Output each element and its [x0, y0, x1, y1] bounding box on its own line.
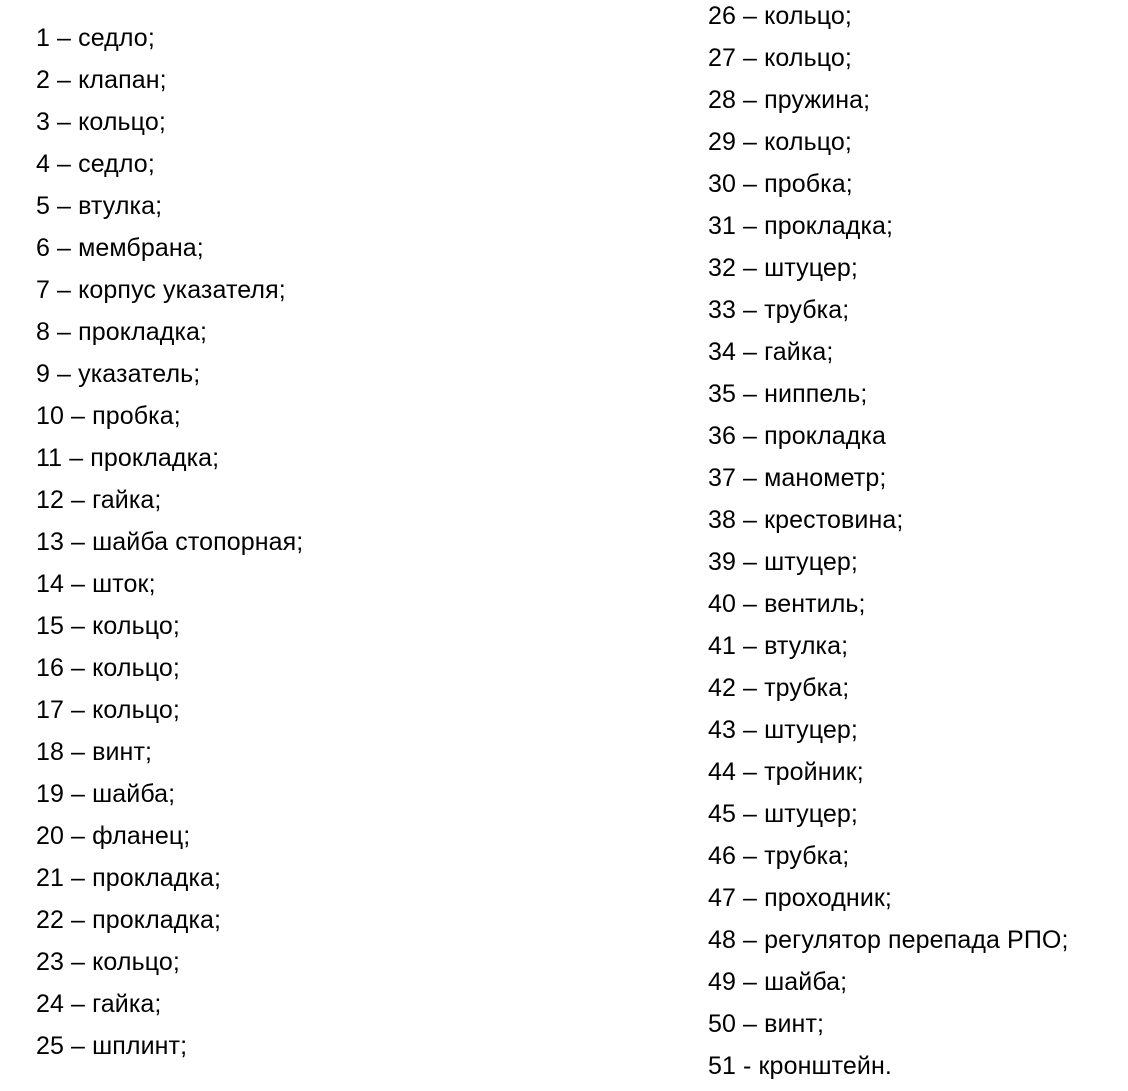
legend-item: 22 – прокладка; — [36, 906, 222, 934]
legend-item: 50 – винт; — [708, 1010, 825, 1038]
legend-item: 42 – трубка; — [708, 674, 850, 702]
legend-item: 30 – пробка; — [708, 170, 853, 198]
legend-right-column — [708, 0, 1069, 1087]
legend-item: 20 – фланец; — [36, 822, 191, 850]
legend-item: 44 – тройник; — [708, 758, 864, 786]
legend-item: 16 – кольцо; — [36, 654, 180, 682]
legend-item: 29 – кольцо; — [708, 128, 852, 156]
legend-item: 36 – прокладка — [708, 422, 887, 450]
legend-item: 7 – корпус указателя; — [36, 276, 286, 304]
legend-item: 2 – клапан; — [36, 66, 167, 94]
legend-item: 18 – винт; — [36, 738, 153, 766]
legend-item: 28 – пружина; — [708, 86, 871, 114]
legend-item: 46 – трубка; — [708, 842, 850, 870]
legend-item: 25 – шплинт; — [36, 1032, 188, 1060]
legend-item: 45 – штуцер; — [708, 800, 858, 828]
legend-item: 32 – штуцер; — [708, 254, 858, 282]
legend-item: 9 – указатель; — [36, 360, 201, 388]
legend-left-column — [36, 17, 303, 1067]
legend-item: 33 – трубка; — [708, 296, 850, 324]
legend-item: 24 – гайка; — [36, 990, 162, 1018]
legend-item: 26 – кольцо; — [708, 2, 852, 30]
legend-item: 34 – гайка; — [708, 338, 834, 366]
legend-item: 5 – втулка; — [36, 192, 163, 220]
legend-item: 49 – шайба; — [708, 968, 848, 996]
legend-item: 47 – проходник; — [708, 884, 892, 912]
legend-item: 39 – штуцер; — [708, 548, 858, 576]
legend-item: 4 – седло; — [36, 150, 155, 178]
legend-item: 40 – вентиль; — [708, 590, 866, 618]
legend-item: 48 – регулятор перепада РПО; — [708, 926, 1069, 954]
legend-item: 10 – пробка; — [36, 402, 181, 430]
legend-item: 37 – манометр; — [708, 464, 887, 492]
legend-item: 43 – штуцер; — [708, 716, 858, 744]
legend-item: 21 – прокладка; — [36, 864, 222, 892]
legend-item: 51 - кронштейн. — [708, 1052, 892, 1080]
legend-item: 14 – шток; — [36, 570, 156, 598]
legend-item: 23 – кольцо; — [36, 948, 180, 976]
legend-item: 27 – кольцо; — [708, 44, 852, 72]
legend-item: 41 – втулка; — [708, 632, 849, 660]
legend-item: 13 – шайба стопорная; — [36, 528, 304, 556]
legend-item: 35 – ниппель; — [708, 380, 868, 408]
legend-item: 6 – мембрана; — [36, 234, 204, 262]
legend-item: 31 – прокладка; — [708, 212, 894, 240]
legend-item: 38 – крестовина; — [708, 506, 904, 534]
legend-item: 1 – седло; — [36, 24, 155, 52]
legend-item: 17 – кольцо; — [36, 696, 180, 724]
legend-item: 3 – кольцо; — [36, 108, 166, 136]
legend-item: 8 – прокладка; — [36, 318, 208, 346]
legend-item: 11 – прокладка; — [36, 444, 220, 472]
legend-item: 12 – гайка; — [36, 486, 162, 514]
legend-item: 19 – шайба; — [36, 780, 176, 808]
legend-item: 15 – кольцо; — [36, 612, 180, 640]
